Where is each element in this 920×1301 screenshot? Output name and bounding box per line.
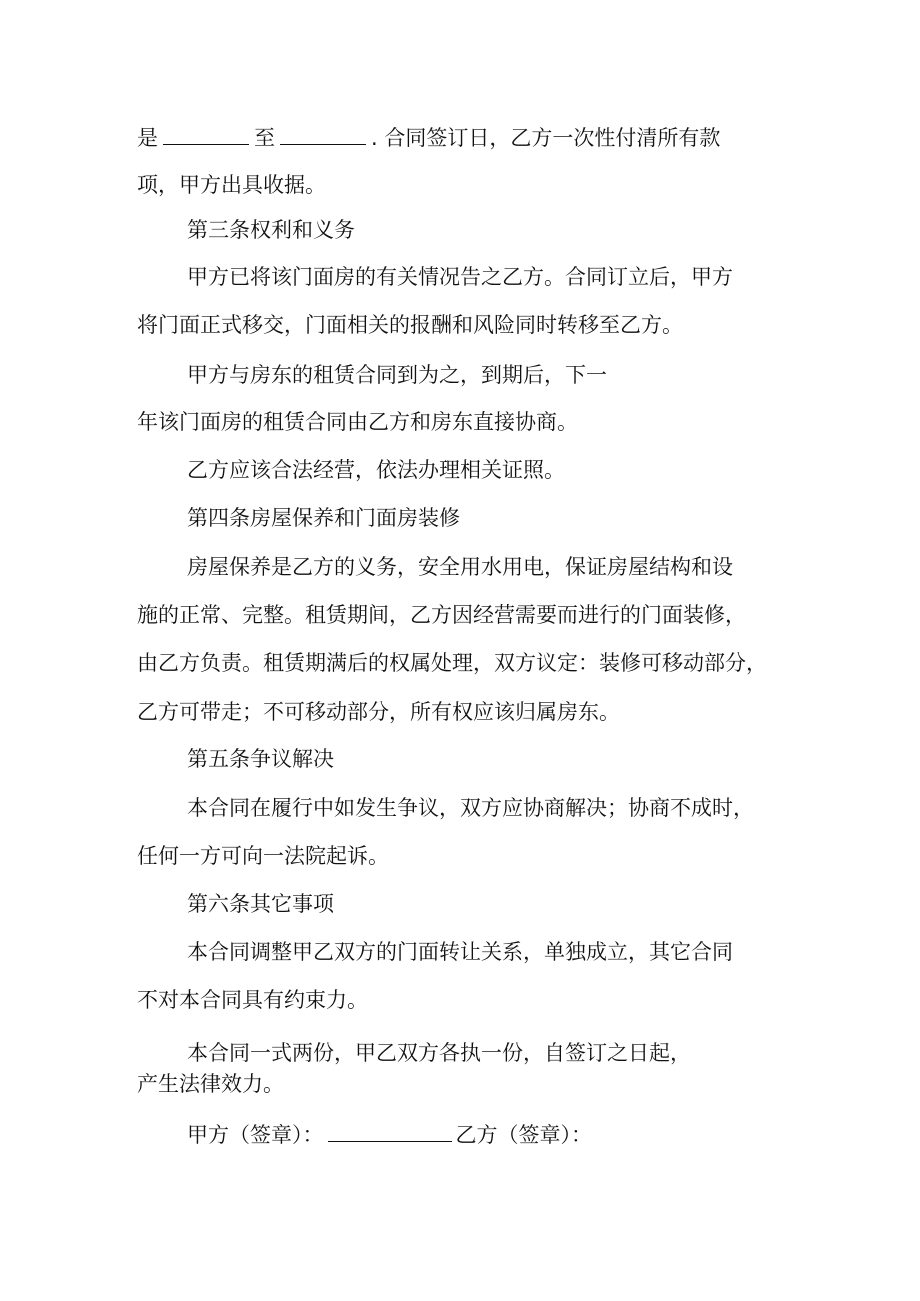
article-heading-other-matters: 第六条其它事项 bbox=[187, 892, 334, 916]
party-a-signature-label: 甲方（签章）： bbox=[187, 1123, 324, 1147]
blank-field-end-date[interactable] bbox=[280, 126, 366, 145]
text-segment: 至 bbox=[254, 126, 275, 150]
blank-field-start-date[interactable] bbox=[163, 126, 249, 145]
party-b-signature-label: 乙方（签章）： bbox=[455, 1123, 592, 1147]
party-a-signature-field[interactable] bbox=[328, 1123, 452, 1142]
contract-line: 产生法律效力。 bbox=[137, 1072, 284, 1096]
contract-line: 乙方可带走；不可移动部分，所有权应该归属房东。 bbox=[137, 700, 620, 724]
text-segment: . 合同签订日，乙方一次性付清所有款 bbox=[371, 126, 721, 150]
contract-line: 房屋保养是乙方的义务，安全用水用电，保证房屋结构和设 bbox=[187, 555, 733, 579]
contract-line: 甲方已将该门面房的有关情况告之乙方。合同订立后，甲方 bbox=[187, 265, 733, 289]
contract-line: 施的正常、完整。租赁期间，乙方因经营需要而进行的门面装修， bbox=[137, 603, 746, 627]
contract-line: 本合同调整甲乙双方的门面转让关系，单独成立，其它合同 bbox=[187, 940, 733, 964]
contract-line: 不对本合同具有约束力。 bbox=[137, 988, 368, 1012]
article-heading-rights-obligations: 第三条权利和义务 bbox=[187, 218, 355, 242]
signature-line bbox=[187, 1123, 592, 1147]
text-segment: 是 bbox=[137, 126, 158, 150]
contract-line: 乙方应该合法经营，依法办理相关证照。 bbox=[187, 458, 565, 482]
contract-line: 甲方与房东的租赁合同到为之，到期后，下一 bbox=[187, 363, 607, 387]
contract-line: 任何一方可向一法院起诉。 bbox=[137, 844, 389, 868]
contract-line: 由乙方负责。租赁期满后的权属处理，双方议定：装修可移动部分， bbox=[137, 651, 767, 675]
contract-line-payment-period bbox=[137, 126, 720, 150]
contract-line: 年该门面房的租赁合同由乙方和房东直接协商。 bbox=[137, 410, 578, 434]
contract-line: 将门面正式移交，门面相关的报酬和风险同时转移至乙方。 bbox=[137, 313, 683, 337]
contract-line: 本合同在履行中如发生争议，双方应协商解决；协商不成时， bbox=[187, 796, 754, 820]
article-heading-maintenance-renovation: 第四条房屋保养和门面房装修 bbox=[187, 506, 460, 530]
article-heading-dispute-resolution: 第五条争议解决 bbox=[187, 747, 334, 771]
contract-line: 本合同一式两份，甲乙双方各执一份，自签订之日起， bbox=[187, 1041, 691, 1065]
contract-line: 项，甲方出具收据。 bbox=[137, 173, 326, 197]
